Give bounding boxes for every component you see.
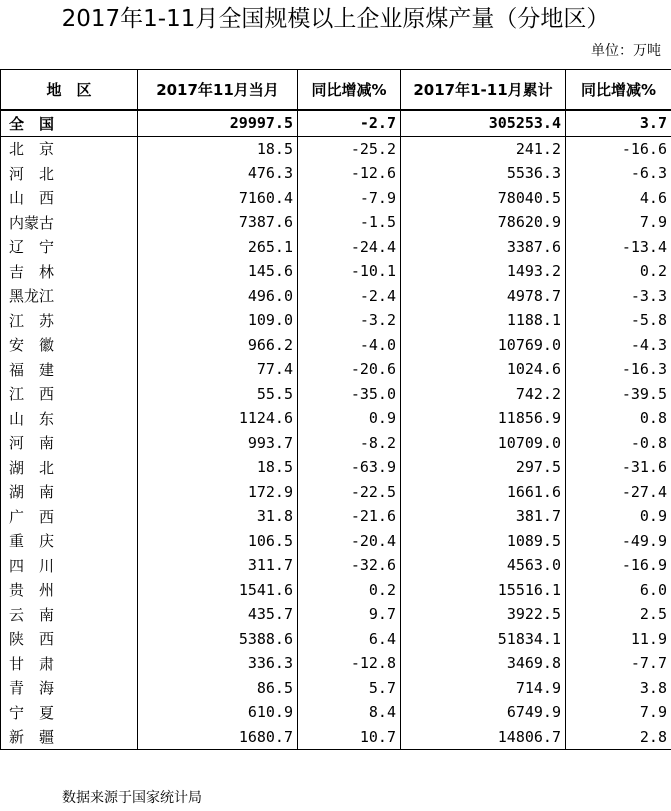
value-cell: 381.7 [401,504,566,529]
source-note: 数据来源于国家统计局 [62,790,202,806]
value-cell: 966.2 [138,333,298,358]
region-cell: 宁 夏 [1,700,138,725]
table-row [1,406,671,431]
value-cell: 6.0 [566,578,671,603]
region-cell: 新 疆 [1,725,138,750]
value-cell: -4.0 [298,333,401,358]
table-row [1,357,671,382]
region-cell: 吉 林 [1,259,138,284]
table-header-row [1,70,671,111]
value-cell: 18.5 [138,455,298,480]
value-cell: -3.2 [298,308,401,333]
value-cell: 1089.5 [401,529,566,554]
table-row [1,578,671,603]
table-row [1,455,671,480]
value-cell: -21.6 [298,504,401,529]
value-cell: 2.8 [566,725,671,750]
value-cell: 3.7 [566,110,671,136]
value-cell: 0.9 [566,504,671,529]
value-cell: -13.4 [566,235,671,260]
value-cell: 3387.6 [401,235,566,260]
value-cell: -12.8 [298,651,401,676]
table-row [1,186,671,211]
region-cell: 贵 州 [1,578,138,603]
table-row [1,651,671,676]
table-row [1,161,671,186]
region-cell: 辽 宁 [1,235,138,260]
value-cell: -35.0 [298,382,401,407]
value-cell: 172.9 [138,480,298,505]
value-cell: 5536.3 [401,161,566,186]
total-row [1,110,671,136]
table-row [1,235,671,260]
value-cell: -27.4 [566,480,671,505]
value-cell: 742.2 [401,382,566,407]
table-row [1,627,671,652]
value-cell: -63.9 [298,455,401,480]
value-cell: 0.2 [298,578,401,603]
value-cell: 305253.4 [401,110,566,136]
value-cell: 29997.5 [138,110,298,136]
region-cell: 山 西 [1,186,138,211]
value-cell: 714.9 [401,676,566,701]
region-cell: 甘 肃 [1,651,138,676]
column-header: 2017年11月当月 [138,70,298,111]
value-cell: -39.5 [566,382,671,407]
table-row [1,480,671,505]
region-cell: 云 南 [1,602,138,627]
value-cell: 10769.0 [401,333,566,358]
value-cell: -16.9 [566,553,671,578]
value-cell: 4978.7 [401,284,566,309]
value-cell: 8.4 [298,700,401,725]
value-cell: -1.5 [298,210,401,235]
value-cell: 496.0 [138,284,298,309]
region-cell: 山 东 [1,406,138,431]
value-cell: 15516.1 [401,578,566,603]
value-cell: 3922.5 [401,602,566,627]
region-cell: 全 国 [1,110,138,136]
value-cell: -3.3 [566,284,671,309]
value-cell: -31.6 [566,455,671,480]
value-cell: 2.5 [566,602,671,627]
value-cell: -25.2 [298,136,401,161]
value-cell: 86.5 [138,676,298,701]
table-row [1,259,671,284]
region-cell: 河 北 [1,161,138,186]
value-cell: 435.7 [138,602,298,627]
value-cell: -2.7 [298,110,401,136]
value-cell: -22.5 [298,480,401,505]
value-cell: 3469.8 [401,651,566,676]
value-cell: 993.7 [138,431,298,456]
value-cell: 7.9 [566,700,671,725]
value-cell: 7160.4 [138,186,298,211]
column-header: 2017年1-11月累计 [401,70,566,111]
value-cell: -5.8 [566,308,671,333]
region-cell: 北 京 [1,136,138,161]
table-body [1,110,671,750]
value-cell: 0.8 [566,406,671,431]
value-cell: 3.8 [566,676,671,701]
value-cell: 6749.9 [401,700,566,725]
region-cell: 青 海 [1,676,138,701]
value-cell: 11.9 [566,627,671,652]
region-cell: 江 苏 [1,308,138,333]
value-cell: 51834.1 [401,627,566,652]
value-cell: -10.1 [298,259,401,284]
value-cell: -8.2 [298,431,401,456]
table-row [1,136,671,161]
table-row [1,284,671,309]
table-row [1,725,671,750]
value-cell: 241.2 [401,136,566,161]
value-cell: 145.6 [138,259,298,284]
value-cell: 14806.7 [401,725,566,750]
value-cell: 476.3 [138,161,298,186]
value-cell: 6.4 [298,627,401,652]
value-cell: -24.4 [298,235,401,260]
value-cell: 10709.0 [401,431,566,456]
value-cell: 1680.7 [138,725,298,750]
value-cell: 297.5 [401,455,566,480]
table-row [1,382,671,407]
column-header: 同比增减% [298,70,401,111]
value-cell: 10.7 [298,725,401,750]
value-cell: 610.9 [138,700,298,725]
value-cell: 0.9 [298,406,401,431]
page-title: 2017年1-11月全国规模以上企业原煤产量（分地区） [61,6,610,32]
value-cell: 336.3 [138,651,298,676]
value-cell: -4.3 [566,333,671,358]
table-row [1,504,671,529]
value-cell: 265.1 [138,235,298,260]
region-cell: 湖 南 [1,480,138,505]
column-header: 地 区 [1,70,138,111]
value-cell: -16.3 [566,357,671,382]
value-cell: 1661.6 [401,480,566,505]
table-row [1,602,671,627]
value-cell: 0.2 [566,259,671,284]
value-cell: -49.9 [566,529,671,554]
value-cell: -0.8 [566,431,671,456]
value-cell: 77.4 [138,357,298,382]
column-header: 同比增减% [566,70,671,111]
table-row [1,431,671,456]
value-cell: -6.3 [566,161,671,186]
region-cell: 江 西 [1,382,138,407]
value-cell: 106.5 [138,529,298,554]
table-row [1,676,671,701]
table-row [1,308,671,333]
table-row [1,529,671,554]
value-cell: -2.4 [298,284,401,309]
value-cell: 1188.1 [401,308,566,333]
region-cell: 安 徽 [1,333,138,358]
value-cell: 31.8 [138,504,298,529]
value-cell: 55.5 [138,382,298,407]
region-cell: 湖 北 [1,455,138,480]
table-row [1,333,671,358]
coal-output-table [0,69,671,750]
value-cell: 1493.2 [401,259,566,284]
value-cell: -12.6 [298,161,401,186]
region-cell: 福 建 [1,357,138,382]
value-cell: 9.7 [298,602,401,627]
value-cell: 1124.6 [138,406,298,431]
table-row [1,210,671,235]
region-cell: 黑龙江 [1,284,138,309]
region-cell: 陕 西 [1,627,138,652]
value-cell: 4563.0 [401,553,566,578]
table-row [1,700,671,725]
value-cell: 7.9 [566,210,671,235]
region-cell: 广 西 [1,504,138,529]
value-cell: 5.7 [298,676,401,701]
region-cell: 内蒙古 [1,210,138,235]
value-cell: 78040.5 [401,186,566,211]
value-cell: -7.9 [298,186,401,211]
region-cell: 河 南 [1,431,138,456]
value-cell: 11856.9 [401,406,566,431]
value-cell: 78620.9 [401,210,566,235]
value-cell: -16.6 [566,136,671,161]
value-cell: 1541.6 [138,578,298,603]
value-cell: -32.6 [298,553,401,578]
value-cell: 5388.6 [138,627,298,652]
value-cell: -20.4 [298,529,401,554]
value-cell: 4.6 [566,186,671,211]
table-row [1,553,671,578]
unit-label: 单位：万吨 [591,43,661,59]
value-cell: 1024.6 [401,357,566,382]
region-cell: 重 庆 [1,529,138,554]
value-cell: 7387.6 [138,210,298,235]
value-cell: 109.0 [138,308,298,333]
value-cell: 311.7 [138,553,298,578]
value-cell: 18.5 [138,136,298,161]
value-cell: -20.6 [298,357,401,382]
value-cell: -7.7 [566,651,671,676]
region-cell: 四 川 [1,553,138,578]
